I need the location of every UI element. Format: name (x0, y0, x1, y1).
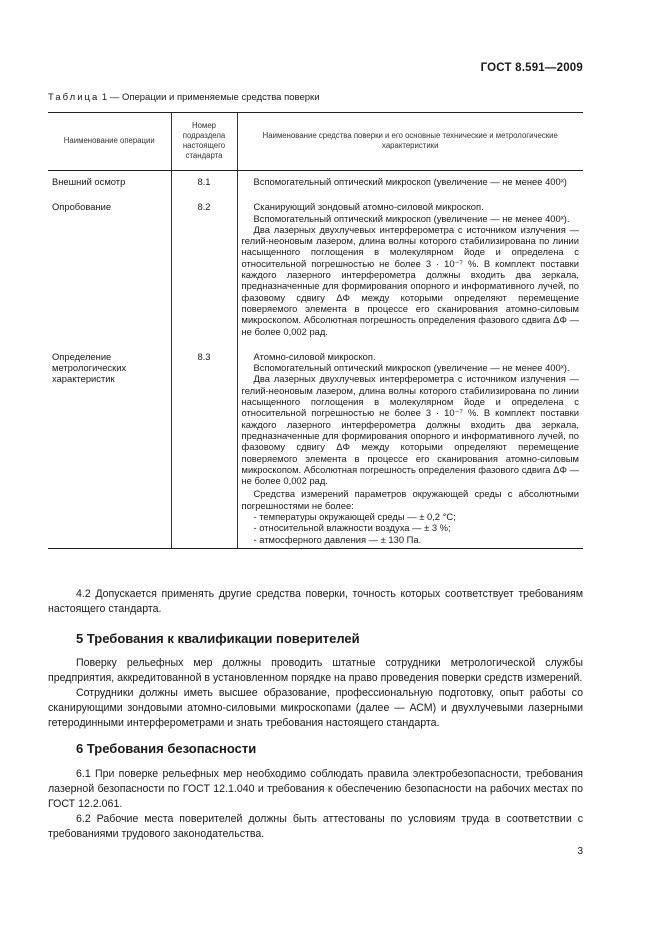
means-cell (237, 187, 583, 337)
column-header-means: Наименование средства поверки и его основные технические и метрологические характеристики (237, 113, 583, 171)
column-header-section: Номер подраздела настоящего стандарта (171, 113, 237, 171)
table-caption (48, 92, 320, 103)
section-6-body (48, 767, 583, 842)
operations-table (48, 112, 583, 549)
paragraph: 6.2 Рабочие места поверителей должны быть аттестованы по условиям труда в соответствии с требованиями трудового законодательства. (48, 813, 583, 840)
paragraph: 6.1 При поверке рельефных мер необходимо соблюдать правила электробезопасности, требования лазерной безопасности по ГОСТ 12.1.040 и требования к обеспечению безопасности на рабочих местах по ГОСТ 12.2.061. (48, 768, 583, 810)
operation-cell: Опробование (52, 201, 112, 213)
page-number: 3 (577, 846, 583, 857)
means-list-item: - температуры окружающей среды — ± 0,2 °С; (253, 511, 456, 523)
paragraph: 4.2 Допускается применять другие средства поверки, точность которых соответствует требованиям настоящего стандарта. (48, 588, 583, 615)
section-cell: 8.2 (171, 187, 237, 337)
section-5-body (48, 656, 583, 731)
section-cell: 8.1 (171, 171, 237, 188)
means-paragraph: Средства измерений параметров окружающей среды с абсолютными погрешностями не более: (241, 488, 579, 511)
table-caption-title: 1 — Операции и применяемые средства поверки (101, 92, 320, 103)
operation-cell: Определение метрологических характеристик (48, 337, 171, 549)
table-header-row (48, 113, 583, 171)
means-paragraph: Сканирующий зондовый атомно-силовой микроскоп. (253, 201, 484, 213)
means-cell (237, 171, 583, 188)
clause-4-2 (48, 587, 583, 617)
table-caption-prefix: Таблица (48, 92, 100, 103)
section-5-heading: 5 Требования к квалификации поверителей (76, 631, 360, 646)
paragraph: Сотрудники должны иметь высшее образование, профессиональную подготовку, опыт работы со сканирующими зондовыми атомно-силовыми микроскопами (далее — АСМ) и двухлучевыми лазерными гетеродинными интерферометрами и знать требования настоящего стандарта. (48, 687, 583, 729)
table-row (48, 187, 583, 337)
section-cell: 8.3 (171, 337, 237, 549)
means-paragraph: Вспомогательный оптический микроскоп (увеличение — не менее 400ˣ) (253, 176, 567, 187)
means-list-item: - относительной влажности воздуха — ± 3 %; (253, 522, 451, 534)
table-row (48, 337, 583, 549)
means-paragraph: Атомно-силовой микроскоп. (253, 350, 376, 362)
means-paragraph: Вспомогательный оптический микроскоп (увеличение — не менее 400ˣ). (253, 212, 570, 224)
means-paragraph: Вспомогательный оптический микроскоп (увеличение — не менее 400ˣ). (253, 362, 570, 374)
section-6-heading: 6 Требования безопасности (76, 741, 257, 756)
operation-cell: Внешний осмотр (52, 176, 126, 187)
standard-designation: ГОСТ 8.591—2009 (480, 62, 583, 74)
means-paragraph: Два лазерных двухлучевых интерферометра с источником излучения — гелий-неоновым лазером, длина волны которого стабилизирована по линии насыщенного поглощения в молекулярном йоде и определена с относительной погрешностью не более 3 · 10⁻⁷ %. В комплект поставки каждого лазерного интерферометра должны входить два зеркала, предназначенные для формирования опорного и информативного лучей, по фазовому сдвигу ΔΦ между которыми определяют перемещение поверяемого элемента в процессе его сканирования атомно-силовым микроскопом. Абсолютная погрешность определения фазового сдвига ΔΦ — не более 0,002 рад. (241, 223, 579, 337)
means-cell (237, 337, 583, 549)
means-list-item: - атмосферного давления — ± 130 Па. (253, 533, 422, 545)
table-row (48, 171, 583, 188)
means-paragraph: Два лазерных двухлучевых интерферометра с источником излучения — гелий-неоновым лазером, длина волны которого стабилизирована по линии насыщенного поглощения в молекулярном йоде и определена с относительной погрешностью не более 3 · 10⁻⁷ %. В комплект поставки каждого лазерного интерферометра должны входить два зеркала, предназначенные для формирования опорного и информативного лучей, по фазовому сдвигу ΔΦ между которыми определяют перемещение поверяемого элемента в процессе его сканирования атомно-силовым микроскопом. Абсолютная погрешность определения фазового сдвига ΔΦ — не более 0,002 рад. (241, 373, 579, 487)
column-header-operation: Наименование операции (48, 113, 171, 171)
paragraph: Поверку рельефных мер должны проводить штатные сотрудники метрологической службы предприятия, аккредитованной в установленном порядке на право проведения поверки средств измерений. (48, 657, 583, 684)
